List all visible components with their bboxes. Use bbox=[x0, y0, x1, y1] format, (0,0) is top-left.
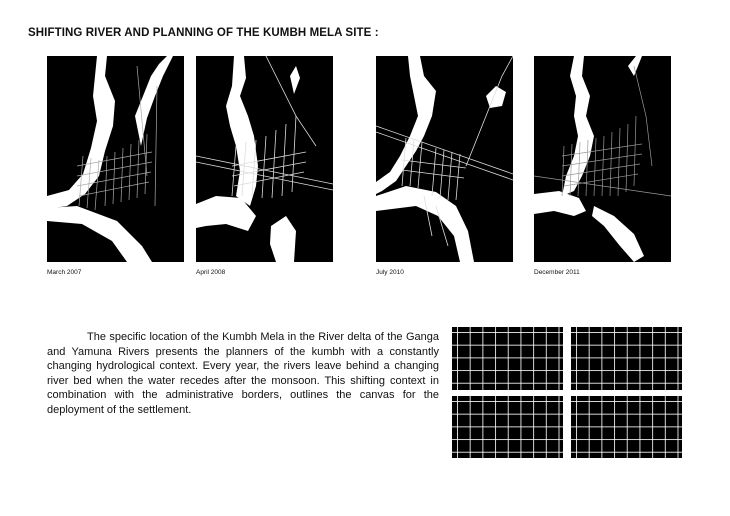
map-july-2010 bbox=[376, 56, 513, 262]
caption-map-3: July 2010 bbox=[376, 269, 404, 276]
grid-diagram-1 bbox=[452, 327, 563, 390]
river-map-2 bbox=[196, 56, 333, 262]
page-title: SHIFTING RIVER AND PLANNING OF THE KUMBH MELA SITE : bbox=[28, 27, 379, 39]
map-march-2007 bbox=[47, 56, 184, 262]
river-map-3 bbox=[376, 56, 513, 262]
grid-diagram-4 bbox=[571, 396, 682, 458]
grid-diagram-3 bbox=[452, 396, 563, 458]
grid-diagram-2 bbox=[571, 327, 682, 390]
caption-map-4: December 2011 bbox=[534, 269, 580, 276]
map-december-2011 bbox=[534, 56, 671, 262]
description-paragraph: The specific location of the Kumbh Mela in the River delta of the Ganga and Yamuna Rivers presents the planners of the kumbh with a constantly changing hydrological context. Every year, the rivers leave behind a changing river bed when the water recedes after the monsoon. This shifting context in combination with the administrative borders, outlines the canvas for the deployment of the settlement. bbox=[47, 331, 439, 416]
caption-map-1: March 2007 bbox=[47, 269, 82, 276]
river-map-1 bbox=[47, 56, 184, 262]
river-map-4 bbox=[534, 56, 671, 262]
caption-map-2: April 2008 bbox=[196, 269, 226, 276]
map-april-2008 bbox=[196, 56, 333, 262]
